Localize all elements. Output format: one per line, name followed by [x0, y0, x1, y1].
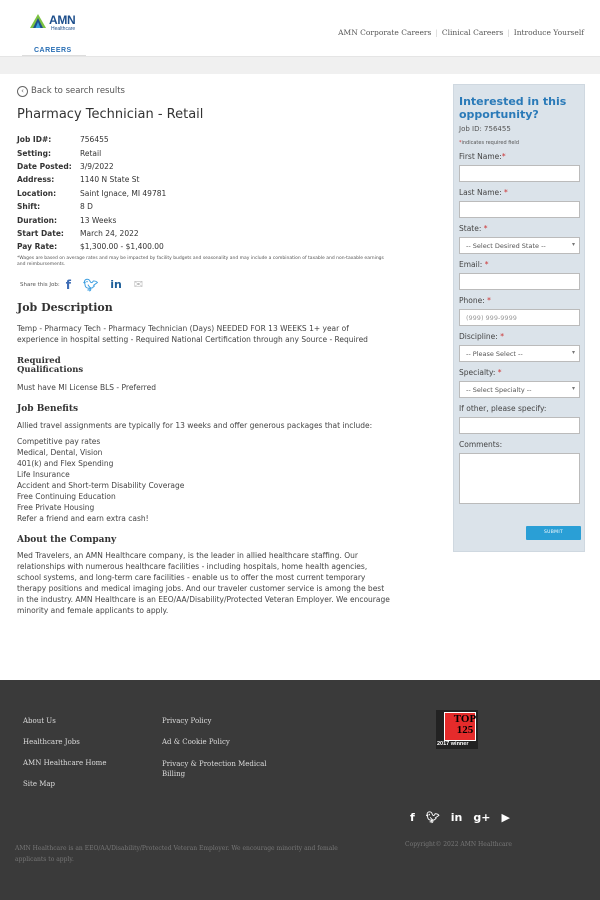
job-title: Pharmacy Technician - Retail — [17, 107, 204, 122]
specialty-select[interactable]: -- Select Specialty -- ▾ — [459, 381, 580, 398]
detail-label: Date Posted: — [17, 161, 72, 171]
detail-value: 3/9/2022 — [80, 161, 114, 171]
application-form-panel — [453, 84, 585, 552]
twitter-icon[interactable]: 🐦︎ — [425, 811, 440, 824]
phone-label — [459, 296, 581, 306]
state-label-text: State: — [459, 224, 484, 233]
footer-link-privacy[interactable]: Privacy Policy — [162, 717, 212, 725]
nav-introduce-yourself[interactable]: Introduce Yourself — [513, 28, 584, 37]
first-name-label-text: First Name: — [459, 152, 502, 161]
site-footer — [0, 680, 600, 900]
comments-label: Comments: — [459, 440, 503, 449]
twitter-icon[interactable]: 🐦︎ — [82, 277, 99, 292]
required-star: * — [484, 260, 489, 269]
required-star: * — [483, 224, 488, 233]
detail-value: 13 Weeks — [80, 215, 117, 225]
detail-label: Start Date: — [17, 228, 64, 238]
list-item: Free Continuing Education — [17, 491, 116, 501]
footer-link-billing[interactable]: Privacy & Protection Medical Billing — [162, 760, 267, 778]
list-item: Medical, Dental, Vision — [17, 447, 103, 457]
youtube-icon[interactable]: ▶ — [501, 811, 510, 824]
nav-corporate-careers[interactable]: AMN Corporate Careers — [338, 28, 432, 37]
detail-value: March 24, 2022 — [80, 228, 139, 238]
linkedin-icon[interactable]: in — [450, 811, 463, 824]
detail-row — [17, 173, 392, 186]
job-details — [17, 133, 392, 254]
state-label — [459, 224, 581, 234]
required-star: * — [487, 296, 491, 305]
benefits-intro: Allied travel assignments are typically for 13 weeks and offer generous packages that include: — [17, 420, 373, 430]
required-heading: Required Qualifications — [17, 355, 84, 375]
facebook-icon[interactable]: f — [65, 277, 71, 292]
badge-text: TOP 125 — [453, 713, 477, 736]
footer-links-col2 — [162, 717, 277, 780]
back-to-results-link[interactable] — [17, 84, 392, 98]
detail-label: Shift: — [17, 202, 41, 212]
benefits-heading: Job Benefits — [17, 403, 79, 414]
phone-label-text: Phone: — [459, 296, 488, 305]
last-name-label-text: Last Name: — [459, 188, 505, 197]
other-label: If other, please specify: — [459, 404, 547, 413]
required-note-text: indicates required field — [461, 140, 519, 146]
footer-link-healthcare-jobs[interactable]: Healthcare Jobs — [23, 738, 80, 746]
phone-input[interactable]: (999) 999-9999 — [459, 309, 580, 326]
company-text: Med Travelers, an AMN Healthcare company, is the leader in allied healthcare staffing. Our relationships with numerous healthcare facilities - including hospitals, home health agencies, school systems, and long-term care facilities - enable us to offer the most current temporary therapy positions and medical imaging jobs. And our traveler customer service is among the best in the industry. AMN Healthcare is an EEO/AA/Disability/Protected Veteran Employer. We encourage minority and female applicants to apply. — [17, 550, 390, 615]
specialty-label-text: Specialty: — [459, 368, 498, 377]
social-links — [410, 811, 521, 824]
footer-link-site-map[interactable]: Site Map — [23, 780, 56, 788]
required-star: * — [504, 188, 508, 197]
email-input[interactable] — [459, 273, 580, 290]
top-nav — [334, 28, 588, 37]
list-item: 401(k) and Flex Spending — [17, 458, 114, 468]
detail-label: Job ID#: — [17, 135, 52, 145]
detail-value: 1140 N State St — [80, 175, 140, 185]
footer-link-amn-home[interactable]: AMN Healthcare Home — [23, 759, 107, 767]
required-star: * — [459, 140, 462, 146]
last-name-input[interactable] — [459, 201, 580, 218]
detail-value: Retail — [80, 148, 102, 158]
list-item: Refer a friend and earn extra cash! — [17, 513, 149, 523]
discipline-label — [459, 332, 581, 342]
facebook-icon[interactable]: f — [410, 811, 415, 824]
detail-value: 756455 — [80, 135, 109, 145]
detail-label: Setting: — [17, 148, 51, 158]
first-name-label — [459, 152, 581, 162]
amn-logo-icon — [29, 13, 47, 31]
footer-link-cookie[interactable]: Ad & Cookie Policy — [162, 738, 230, 746]
required-star: * — [500, 332, 504, 341]
required-star: * — [497, 368, 502, 377]
footer-links-col1 — [23, 717, 106, 801]
logo-sub: Healthcare — [51, 26, 76, 32]
comments-textarea[interactable] — [459, 453, 580, 504]
back-arrow-icon: ‹ — [17, 86, 28, 97]
share-bar — [17, 278, 392, 292]
first-name-input[interactable] — [459, 165, 580, 182]
detail-row — [17, 133, 392, 146]
header-divider-bar — [0, 57, 600, 74]
benefits-list — [17, 436, 392, 524]
detail-label: Address: — [17, 175, 55, 185]
logo-careers: CAREERS — [34, 47, 72, 54]
list-item: Free Private Housing — [17, 502, 95, 512]
share-label: Share this Job: — [20, 281, 60, 288]
google-plus-icon[interactable]: g+ — [473, 811, 491, 824]
job-description: Temp - Pharmacy Tech - Pharmacy Technician (Days) NEEDED FOR 13 WEEKS 1+ year of experience in hospital setting - Required National Certification through any Source - Required — [17, 323, 368, 344]
discipline-select[interactable]: -- Please Select -- ▾ — [459, 345, 580, 362]
email-label — [459, 260, 581, 270]
linkedin-icon[interactable]: in — [110, 278, 122, 292]
detail-row — [17, 160, 392, 173]
site-header — [0, 0, 600, 57]
company-heading: About the Company — [17, 534, 117, 545]
list-item: Life Insurance — [17, 469, 70, 479]
state-select[interactable]: -- Select Desired State -- ▾ — [459, 237, 580, 254]
back-label: Back to search results — [31, 86, 125, 96]
detail-value: 8 D — [80, 202, 93, 212]
footer-link-about[interactable]: About Us — [23, 717, 56, 725]
detail-row — [17, 146, 392, 159]
form-title: Interested in this opportunity? — [459, 95, 567, 121]
detail-label: Location: — [17, 188, 57, 198]
detail-row — [17, 213, 392, 226]
detail-label: Pay Rate: — [17, 242, 58, 252]
detail-value: Saint Ignace, MI 49781 — [80, 188, 167, 198]
nav-separator: | — [507, 28, 510, 37]
detail-row — [17, 227, 392, 240]
badge-logo — [444, 712, 476, 741]
discipline-label-text: Discipline: — [459, 332, 501, 341]
form-job-id: Job ID: 756455 — [459, 125, 511, 133]
footer-disclaimer: AMN Healthcare is an EEO/AA/Disability/Protected Veteran Employer. We encourage minority and female applicants to apply. — [15, 845, 338, 863]
amn-logo[interactable] — [22, 10, 86, 56]
copyright: Copyright© 2022 AMN Healthcare — [405, 841, 512, 848]
nav-clinical-careers[interactable]: Clinical Careers — [441, 28, 504, 37]
email-icon[interactable]: ✉ — [133, 278, 144, 292]
submit-button[interactable]: SUBMIT — [526, 526, 581, 540]
wage-note: *Wages are based on average rates and may be impacted by facility budgets and seasonality and may include a combination of taxable and non-taxable earnings and reimbursements. — [17, 255, 384, 267]
last-name-label — [459, 188, 581, 198]
specialty-label — [459, 368, 581, 378]
badge-year: 2017 winner — [437, 741, 469, 747]
required-text: Must have MI License BLS - Preferred — [17, 382, 156, 392]
detail-label: Duration: — [17, 215, 57, 225]
detail-value: $1,300.00 - $1,400.00 — [80, 242, 164, 252]
email-label-text: Email: — [459, 260, 485, 269]
logo-brand: AMN — [49, 13, 76, 27]
required-star: * — [501, 152, 506, 161]
required-note — [459, 140, 581, 146]
detail-row — [17, 187, 392, 200]
top125-badge — [436, 710, 478, 749]
list-item: Accident and Short-term Disability Coverage — [17, 480, 185, 490]
nav-separator: | — [435, 28, 438, 37]
detail-row — [17, 200, 392, 213]
job-detail — [17, 84, 392, 616]
list-item: Competitive pay rates — [17, 436, 101, 446]
description-heading: Job Description — [17, 300, 113, 314]
other-input[interactable] — [459, 417, 580, 434]
detail-row — [17, 240, 392, 253]
